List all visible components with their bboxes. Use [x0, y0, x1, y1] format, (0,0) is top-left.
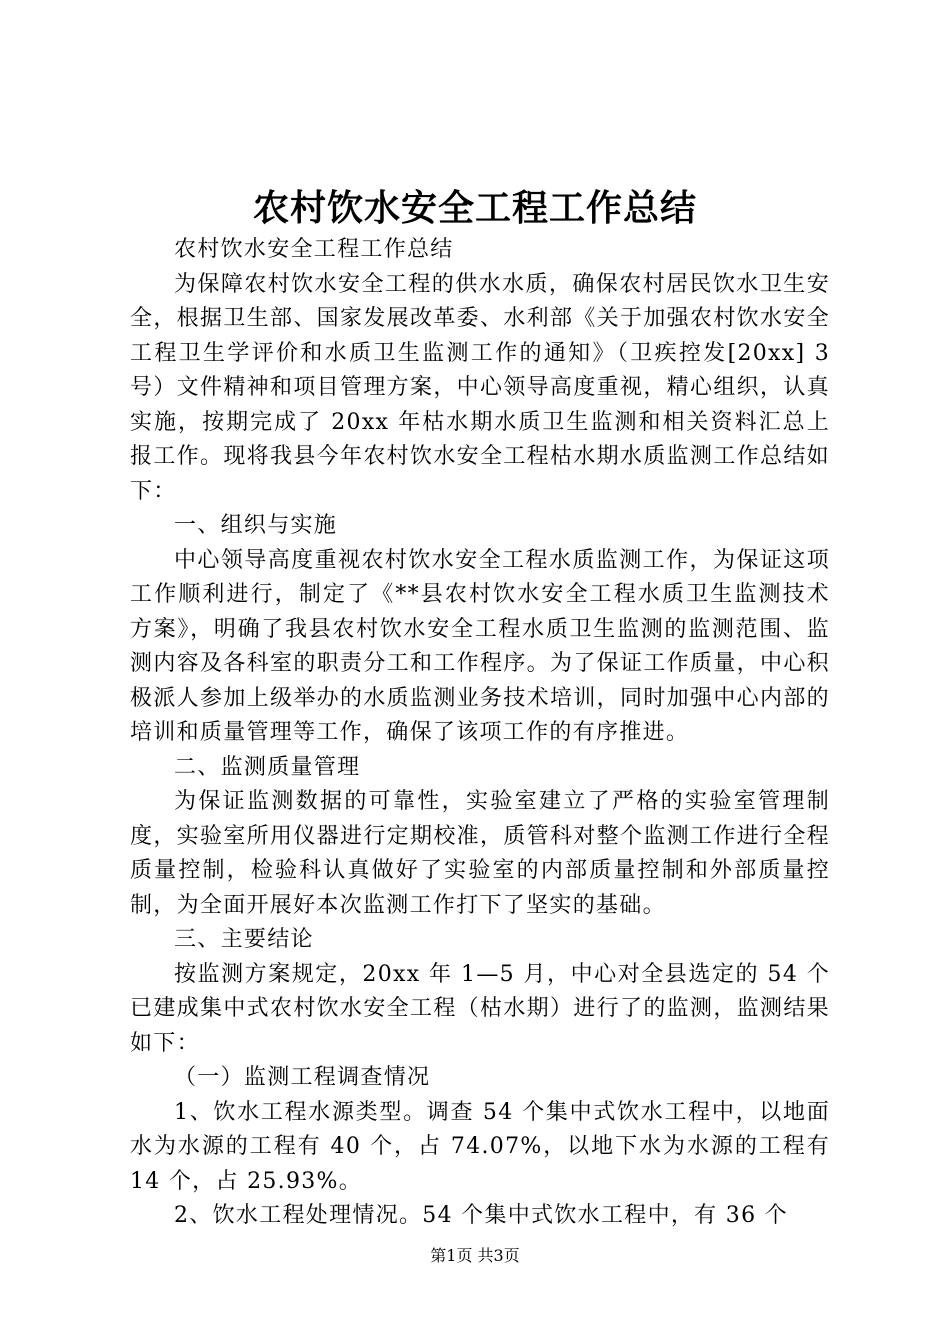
paragraph-organization: 中心领导高度重视农村饮水安全工程水质监测工作，为保证这项工作顺利进行，制定了《**县农村饮水安全工程水质卫生监测技术方案》，明确了我县农村饮水安全工程水质卫生监测的监测范围、监测内容及各科室的职责分工和工作程序。为了保证工作质量，中心积极派人参加上级举办的水质监测业务技术培训，同时加强中心内部的培训和质量管理等工作，确保了该项工作的有序推进。	[130, 547, 830, 745]
paragraph-water-source: 1、饮水工程水源类型。调查 54 个集中式饮水工程中，以地面水为水源的工程有 40 个，占 74.07%，以地下水为水源的工程有 14 个，占 25.93%。	[130, 1099, 830, 1194]
document-body	[130, 233, 830, 1234]
page-footer: 第1页 共3页	[430, 1246, 520, 1265]
paragraph-conclusions: 按监测方案规定，20xx 年 1—5 月，中心对全县选定的 54 个已建成集中式农村饮水安全工程（枯水期）进行了的监测，监测结果如下：	[130, 961, 830, 1056]
subsection-heading-survey: （一）监测工程调查情况	[174, 1065, 431, 1090]
section-heading-quality: 二、监测质量管理	[174, 754, 361, 780]
section-heading-organization: 一、组织与实施	[174, 513, 338, 538]
document-title: 农村饮水安全工程工作总结	[252, 187, 697, 229]
paragraph-intro: 为保障农村饮水安全工程的供水水质，确保农村居民饮水卫生安全，根据卫生部、国家发展改革委、水利部《关于加强农村饮水安全工程卫生学评价和水质卫生监测工作的通知》（卫疾控发[20xx] 3 号）文件精神和项目管理方案，中心领导高度重视，精心组织，认真实施，按期完成了 20xx 年枯水期水质卫生监测和相关资料汇总上报工作。现将我县今年农村饮水安全工程枯水期水质监测工作总结如下：	[130, 271, 830, 504]
section-heading-conclusions: 三、主要结论	[174, 927, 314, 952]
paragraph-subtitle: 农村饮水安全工程工作总结	[174, 237, 454, 262]
paragraph-quality: 为保证监测数据的可靠性，实验室建立了严格的实验室管理制度，实验室所用仪器进行定期校准，质管科对整个监测工作进行全程质量控制，检验科认真做好了实验室的内部质量控制和外部质量控制，为全面开展好本次监测工作打下了坚实的基础。	[130, 789, 830, 918]
paragraph-treatment: 2、饮水工程处理情况。54 个集中式饮水工程中，有 36 个	[174, 1203, 788, 1228]
